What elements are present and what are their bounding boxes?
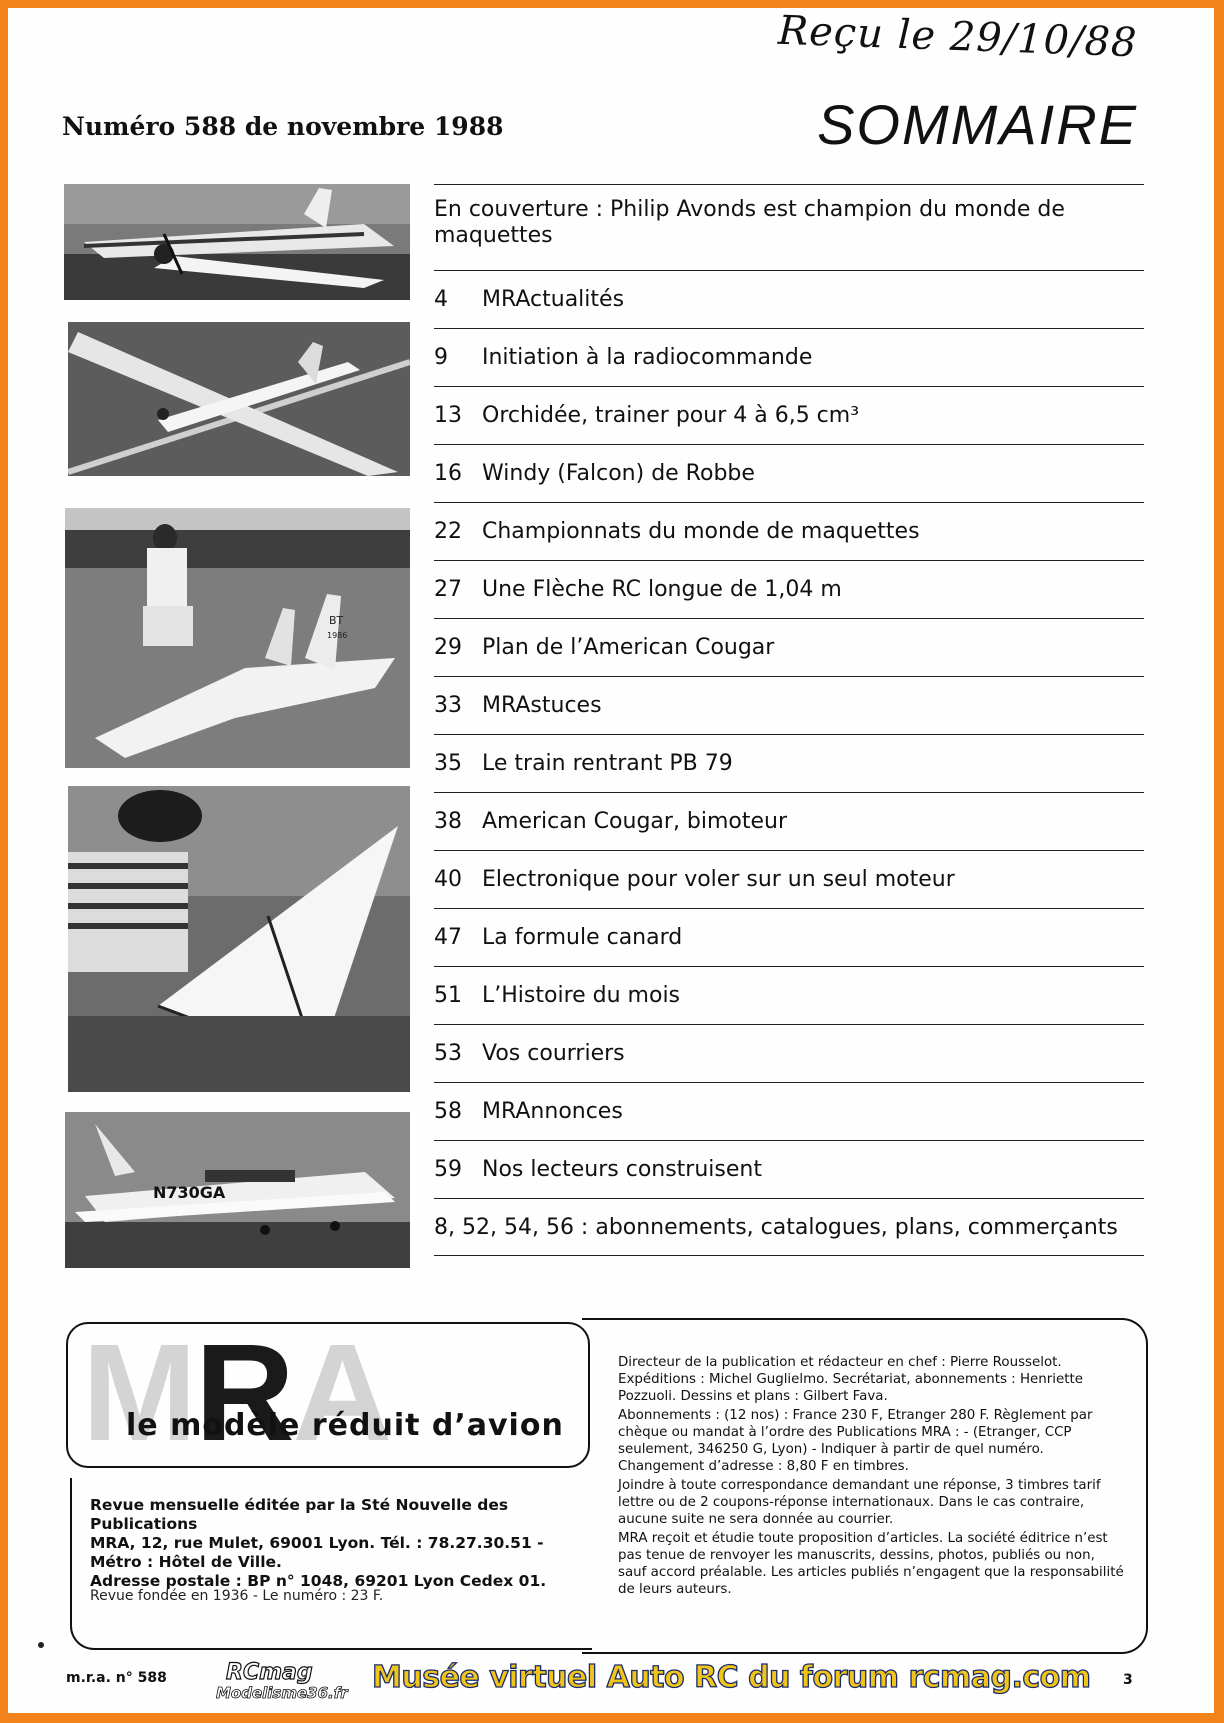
toc-page-number: 38 <box>434 809 462 834</box>
photo-twin-engine <box>65 1112 410 1268</box>
toc-item-title: Une Flèche RC longue de 1,04 m <box>482 577 842 602</box>
table-of-contents <box>434 184 1144 1256</box>
info-paragraph: Directeur de la publication et rédacteur en chef : Pierre Rousselot. Expéditions : Michel Guglielmo. Secrétariat, abonnements : Henriette Pozzuoli. Dessins et plans : Gilbert Fava. <box>618 1355 1083 1404</box>
toc-footer-entry <box>434 1198 1144 1256</box>
pilot-jet-illustration <box>65 508 410 768</box>
toc-item-title: Championnats du monde de maquettes <box>482 519 920 544</box>
page-number: 3 <box>1123 1672 1133 1688</box>
toc-item <box>434 908 1144 966</box>
toc-page-number: 51 <box>434 983 462 1008</box>
twin-engine-illustration <box>65 1112 410 1268</box>
toc-item <box>434 1140 1144 1198</box>
publisher-line: MRA, 12, rue Mulet, 69001 Lyon. Tél. : 78.27.30.51 - <box>90 1534 544 1552</box>
jet-tail-number: 1986 <box>327 631 348 640</box>
mra-logo <box>66 1322 590 1468</box>
toc-item <box>434 850 1144 908</box>
toc-item <box>434 444 1144 502</box>
toc-item-title: MRAstuces <box>482 693 602 718</box>
toc-page-number: 9 <box>434 345 448 370</box>
fleche-illustration <box>68 786 410 1092</box>
info-paragraph: MRA reçoit et étudie toute proposition d’articles. La société éditrice n’est pas tenue de renvoyer les manuscrits, dessins, photos, publiés ou non, sauf accord préalable. Les articles publiés n’engagent que la responsabilité de leurs auteurs. <box>618 1531 1124 1597</box>
rcmag-logo-bottom: Modelisme36.fr <box>216 1684 348 1702</box>
cover-plane-illustration <box>64 184 410 300</box>
toc-cover-text: En couverture : Philip Avonds est champion du monde de maquettes <box>434 197 1065 248</box>
toc-item <box>434 502 1144 560</box>
scan-speck <box>38 1642 44 1648</box>
toc-item <box>434 270 1144 328</box>
mra-logo-letters <box>82 1322 390 1468</box>
museum-banner: Musée virtuel Auto RC du forum rcmag.com <box>372 1660 1091 1695</box>
logo-letter-r: R <box>194 1322 293 1468</box>
toc-item-title: Plan de l’American Cougar <box>482 635 775 660</box>
issue-line: Numéro 588 de novembre 1988 <box>62 112 504 141</box>
footer-issue: m.r.a. n° 588 <box>66 1670 167 1686</box>
toc-item-title: L’Histoire du mois <box>482 983 681 1008</box>
page-title: SOMMAIRE <box>817 93 1138 156</box>
publisher-info <box>90 1496 600 1591</box>
toc-item <box>434 386 1144 444</box>
toc-item <box>434 618 1144 676</box>
toc-page-number: 47 <box>434 925 462 950</box>
toc-item-title: Orchidée, trainer pour 4 à 6,5 cm³ <box>482 403 860 428</box>
publisher-line: Revue mensuelle éditée par la Sté Nouvelle des Publications <box>90 1496 509 1533</box>
handwritten-received-note: Reçu le 29/10/88 <box>777 8 1139 67</box>
toc-item-title: Le train rentrant PB 79 <box>482 751 733 776</box>
toc-page-number: 27 <box>434 577 462 602</box>
toc-item-title: MRAnnonces <box>482 1099 623 1124</box>
toc-item-title: American Cougar, bimoteur <box>482 809 788 834</box>
toc-item-title: La formule canard <box>482 925 683 950</box>
logo-letter-m: M <box>82 1322 195 1468</box>
toc-item <box>434 328 1144 386</box>
toc-footer-text: 8, 52, 54, 56 : abonnements, catalogues, plans, commerçants <box>434 1214 1118 1240</box>
toc-item <box>434 1024 1144 1082</box>
logo-letter-a: A <box>292 1322 391 1468</box>
toc-item-title: Windy (Falcon) de Robbe <box>482 461 755 486</box>
publisher-line: Métro : Hôtel de Ville. <box>90 1553 282 1571</box>
publisher-line: Adresse postale : BP n° 1048, 69201 Lyon Cedex 01. <box>90 1572 547 1590</box>
toc-page-number: 4 <box>434 287 448 312</box>
toc-item <box>434 792 1144 850</box>
info-paragraph: Joindre à toute correspondance demandant une réponse, 3 timbres tarif lettre ou de 2 coupons-réponse internationaux. Dans le cas contraire, aucune suite ne sera donnée au courrier. <box>618 1478 1101 1527</box>
photo-fleche-delta <box>68 786 410 1092</box>
toc-item <box>434 1082 1144 1140</box>
photo-trainer <box>68 322 410 476</box>
toc-page-number: 16 <box>434 461 462 486</box>
toc-page-number: 13 <box>434 403 462 428</box>
info-paragraph: Abonnements : (12 nos) : France 230 F, Etranger 280 F. Règlement par chèque ou mandat à l’ordre des Publications MRA : - (Etranger, CCP seulement, 346250 G, Lyon) - Indiquer à partir de quel numéro. Changement d’adresse : 8,80 F en timbres. <box>618 1408 1093 1474</box>
twin-registration: N730GA <box>153 1183 226 1202</box>
photo-cover-scale-model <box>64 184 410 300</box>
rcmag-logo-top: RCmag <box>226 1660 313 1685</box>
toc-item <box>434 734 1144 792</box>
toc-page-number: 58 <box>434 1099 462 1124</box>
toc-page-number: 33 <box>434 693 462 718</box>
founded-line: Revue fondée en 1936 - Le numéro : 23 F. <box>90 1588 384 1604</box>
trainer-illustration <box>68 322 410 476</box>
toc-cover-entry <box>434 184 1144 270</box>
mra-tagline: le modèle réduit d’avion <box>126 1408 564 1443</box>
toc-page-number: 29 <box>434 635 462 660</box>
magazine-page <box>8 8 1214 1713</box>
toc-page-number: 35 <box>434 751 462 776</box>
toc-item <box>434 676 1144 734</box>
toc-item-title: Initiation à la radiocommande <box>482 345 813 370</box>
toc-page-number: 53 <box>434 1041 462 1066</box>
rcmag-logo <box>216 1660 366 1704</box>
toc-item-title: Vos courriers <box>482 1041 625 1066</box>
toc-page-number: 22 <box>434 519 462 544</box>
toc-page-number: 59 <box>434 1157 462 1182</box>
toc-item-title: MRActualités <box>482 287 625 312</box>
toc-page-number: 40 <box>434 867 462 892</box>
jet-tail-marking: BT <box>329 614 344 627</box>
photo-pilot-with-jet <box>65 508 410 768</box>
editorial-info <box>618 1354 1126 1600</box>
toc-item-title: Electronique pour voler sur un seul moteur <box>482 867 955 892</box>
toc-item-title: Nos lecteurs construisent <box>482 1157 762 1182</box>
toc-item <box>434 560 1144 618</box>
toc-item <box>434 966 1144 1024</box>
